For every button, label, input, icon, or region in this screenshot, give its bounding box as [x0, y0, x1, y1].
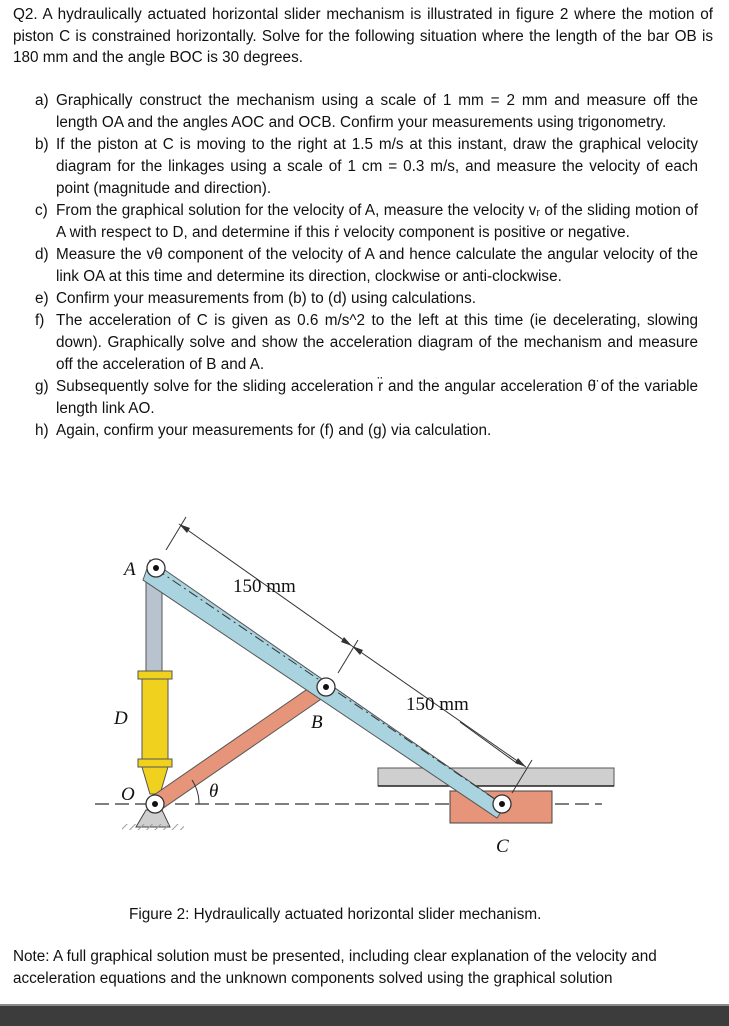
- dim-label-upper: 150 mm: [233, 576, 296, 597]
- part-text: From the graphical solution for the velocity of A, measure the velocity vᵣ of the sliding motion of A with respect to D, and determine if this ṙ velocity component is positive or negative.: [56, 202, 698, 241]
- question-part: [35, 288, 698, 310]
- part-label: e): [35, 290, 49, 307]
- question-part: [35, 90, 698, 134]
- part-text: The acceleration of C is given as 0.6 m/s^2 to the left at this time (ie decelerating, slowing down). Graphically solve and show the acceleration diagram of the mechanism and measure off the acceleration of B and A.: [56, 312, 698, 373]
- bottom-scroll-bar: [0, 1004, 729, 1026]
- dim-label-lower: 150 mm: [406, 694, 469, 715]
- question-part: [35, 310, 698, 376]
- part-text: Measure the vθ component of the velocity of A and hence calculate the angular velocity of the link OA at this time and determine its direction, clockwise or anti-clockwise.: [56, 246, 698, 285]
- part-text: Confirm your measurements from (b) to (d) using calculations.: [56, 290, 476, 307]
- part-text: Graphically construct the mechanism using a scale of 1 mm = 2 mm and measure off the length OA and the angles AOC and OCB. Confirm your measurements using trigonometry.: [56, 92, 698, 131]
- mechanism-figure: [0, 505, 729, 900]
- note-text: Note: A full graphical solution must be presented, including clear explanation of the velocity and acceleration equations and the unknown components solved using the graphical solution: [13, 948, 657, 987]
- pin-b-center: [323, 684, 329, 690]
- pin-a-center: [153, 565, 159, 571]
- question-part: [35, 376, 698, 420]
- question-intro: Q2. A hydraulically actuated horizontal slider mechanism is illustrated in figure 2 where the motion of piston C is constrained horizontally. Solve for the following situation where the length of the bar OB is 180 mm and the angle BOC is 30 degrees.: [13, 6, 713, 66]
- question-part: [35, 134, 698, 200]
- base-ground: [122, 824, 184, 830]
- pin-c-center: [499, 801, 505, 807]
- part-label: a): [35, 92, 49, 109]
- label-theta: θ: [209, 781, 219, 802]
- cylinder-body: [142, 679, 168, 759]
- question-parts-list: [35, 90, 698, 442]
- part-text: Again, confirm your measurements for (f) and (g) via calculation.: [56, 422, 492, 439]
- part-label: c): [35, 202, 48, 219]
- cylinder-cap-top: [138, 671, 172, 679]
- part-label: d): [35, 246, 49, 263]
- label-b: B: [311, 712, 323, 733]
- cylinder-cap-bottom: [138, 759, 172, 767]
- dim-arrow: [341, 637, 352, 646]
- part-label: b): [35, 136, 49, 153]
- figure-caption: Figure 2: Hydraulically actuated horizontal slider mechanism.: [129, 906, 542, 923]
- part-label: h): [35, 422, 49, 439]
- part-text: If the piston at C is moving to the right at 1.5 m/s at this instant, draw the graphical velocity diagram for the linkages using a scale of 1 cm = 0.3 m/s, and measure the velocity of each point (magnitude and direction).: [56, 136, 698, 197]
- label-d: D: [114, 708, 128, 729]
- slider-ground-rail: [378, 768, 614, 786]
- dim-extension-a: [166, 517, 186, 550]
- question-part: [35, 420, 698, 442]
- question-part: [35, 200, 698, 244]
- pin-o-center: [152, 801, 158, 807]
- part-text: Subsequently solve for the sliding acceleration r̈ and the angular acceleration θ̈ of the variable length link AO.: [56, 378, 698, 417]
- part-label: f): [35, 312, 45, 329]
- dim-arrow: [352, 646, 363, 655]
- part-label: g): [35, 378, 49, 395]
- leader-line-lower-dim: [460, 722, 518, 764]
- label-c: C: [496, 836, 509, 857]
- dim-extension-b: [338, 640, 358, 673]
- label-o: O: [121, 784, 135, 805]
- label-a: A: [124, 559, 136, 580]
- link-ob: [151, 679, 330, 811]
- question-part: [35, 244, 698, 288]
- dim-arrow: [179, 524, 190, 533]
